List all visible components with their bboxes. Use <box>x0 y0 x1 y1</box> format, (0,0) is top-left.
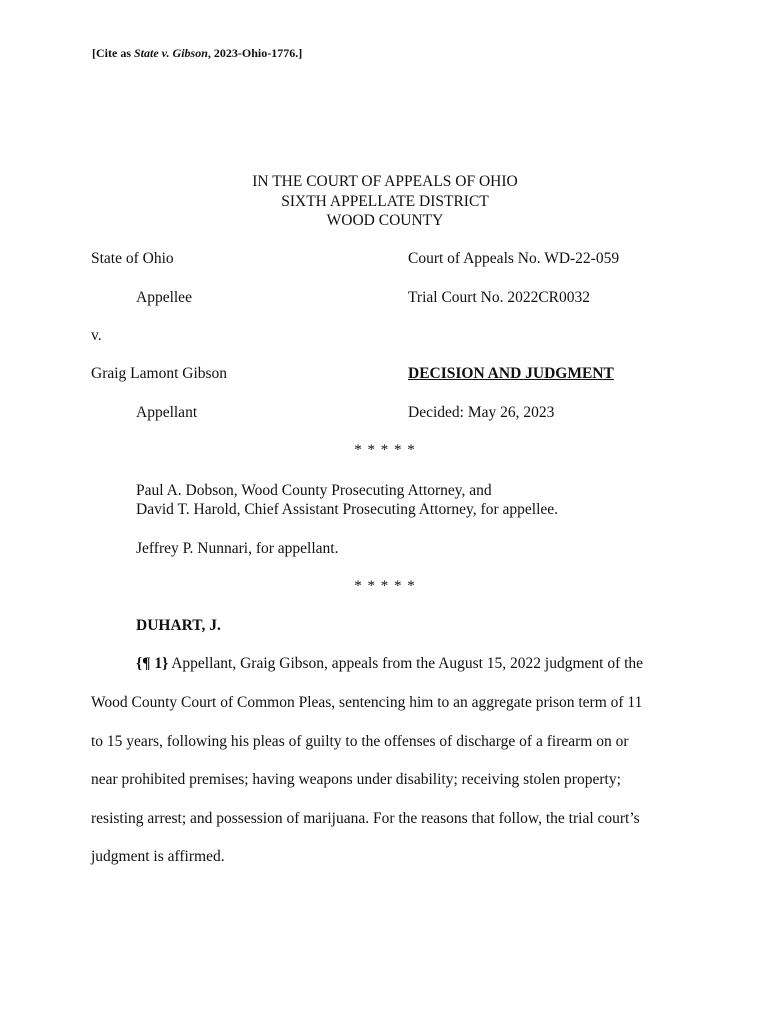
judge-name: DUHART, J. <box>136 617 221 634</box>
court-heading <box>0 172 770 231</box>
decided-date: Decided: May 26, 2023 <box>408 404 555 421</box>
appeals-number: Court of Appeals No. WD-22-059 <box>408 250 620 267</box>
citation-open: [Cite as <box>92 46 134 60</box>
plaintiff-name: State of Ohio <box>91 250 174 267</box>
court-name: IN THE COURT OF APPEALS OF OHIO <box>252 173 518 190</box>
citation-tail: , 2023-Ohio-1776.] <box>207 46 303 60</box>
defendant-name: Graig Lamont Gibson <box>91 365 228 382</box>
versus: v. <box>91 327 102 344</box>
decision-title: DECISION AND JUDGMENT <box>408 365 614 382</box>
court-county: WOOD COUNTY <box>326 212 444 229</box>
defendant-role: Appellant <box>136 404 198 421</box>
separator-stars: * * * * * <box>354 578 416 594</box>
paragraph-line: judgment is affirmed. <box>91 848 225 865</box>
paragraph-text: Appellant, Graig Gibson, appeals from the August 15, 2022 judgment of the <box>168 655 644 672</box>
counsel-appellant: Jeffrey P. Nunnari, for appellant. <box>136 540 339 557</box>
counsel-appellee-line2: David T. Harold, Chief Assistant Prosecuting Attorney, for appellee. <box>136 501 559 518</box>
plaintiff-role: Appellee <box>136 289 192 306</box>
trial-court-number: Trial Court No. 2022CR0032 <box>408 289 591 306</box>
citation-case-name: State v. Gibson <box>134 46 208 60</box>
paragraph-line: to 15 years, following his pleas of guilty to the offenses of discharge of a firearm on or <box>91 733 629 750</box>
paragraph-line: near prohibited premises; having weapons under disability; receiving stolen property; <box>91 771 621 788</box>
citation-header <box>92 46 302 61</box>
separator-stars: * * * * * <box>354 442 416 458</box>
paragraph-line: Wood County Court of Common Pleas, sentencing him to an aggregate prison term of 11 <box>91 694 643 711</box>
counsel-appellee-line1: Paul A. Dobson, Wood County Prosecuting Attorney, and <box>136 482 492 499</box>
paragraph-marker: {¶ 1} <box>136 655 169 672</box>
paragraph-line: resisting arrest; and possession of marijuana. For the reasons that follow, the trial court’s <box>91 810 640 827</box>
court-district: SIXTH APPELLATE DISTRICT <box>281 192 489 210</box>
paragraph-line <box>136 655 643 673</box>
